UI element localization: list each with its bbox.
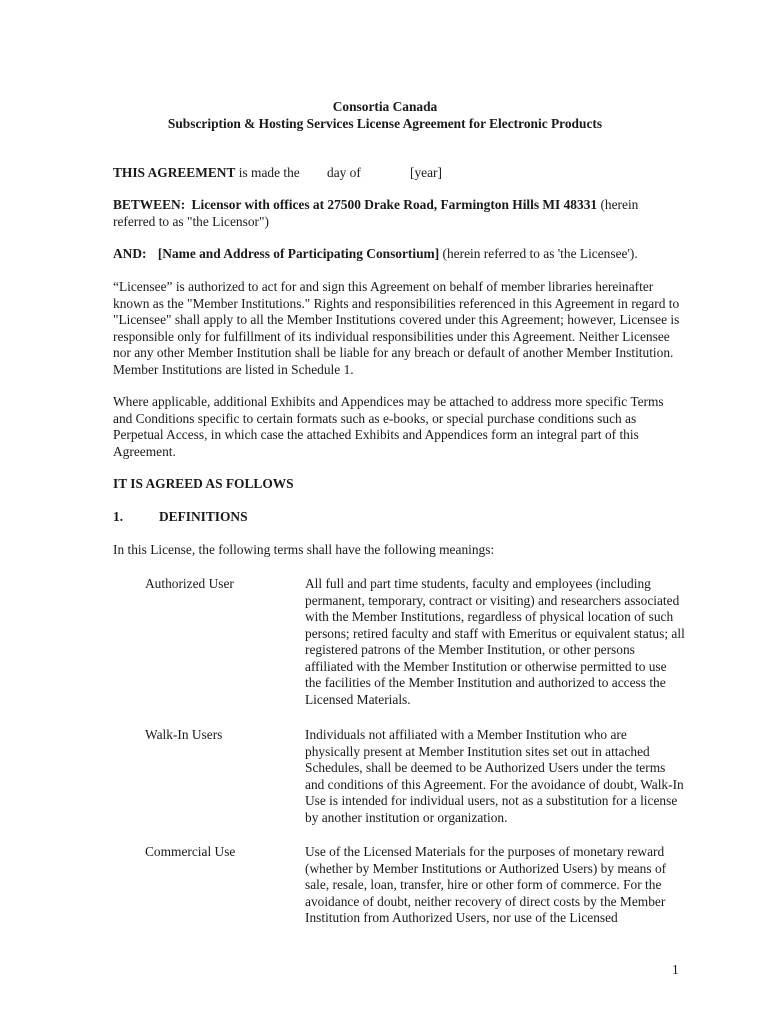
between-rest: (herein referred to as "the Licensor") (113, 197, 639, 229)
agreed-heading: IT IS AGREED AS FOLLOWS (113, 476, 294, 491)
agreement-lead: THIS AGREEMENT (113, 165, 236, 180)
and-rest: (herein referred to as 'the Licensee'). (442, 246, 638, 261)
agreement-day: day of (327, 165, 361, 180)
definition-term: Commercial Use (145, 844, 236, 859)
section-heading: DEFINITIONS (159, 509, 248, 524)
between-party: Licensor with offices at 27500 Drake Road, Farmington Hills MI 48331 (191, 197, 598, 212)
exhibits-paragraph: Where applicable, additional Exhibits and Appendices may be attached to address more specific Terms and Conditions specific to certain formats such as e-books, or special purchase conditions such as Perpetual Access, in which case the attached Exhibits and Appendices form an integral part of this Agreement. (113, 394, 664, 459)
definition-text: Use of the Licensed Materials for the purposes of monetary reward (whether by Member Institutions or Authorized Users) by means of sale, resale, loan, transfer, hire or other form of commerce. For the avoidance of doubt, neither recovery of direct costs by the Member Institution from Authorized Users, nor use of the Licensed (305, 844, 667, 925)
and-label: AND: (113, 246, 147, 261)
and-paragraph (113, 246, 683, 263)
document-subtitle: Subscription & Hosting Services License Agreement for Electronic Products (167, 116, 603, 131)
definition-term: Authorized User (145, 576, 234, 591)
agreement-made: is made the (238, 165, 300, 180)
and-party: [Name and Address of Participating Consortium] (157, 246, 440, 261)
agreement-year: [year] (410, 165, 442, 180)
definition-text: All full and part time students, faculty and employees (including permanent, temporary, contract or visiting) and researchers associated with the Member Institutions, regardless of physical location of such persons; retired faculty and staff with Emeritus or equivalent status; all registered patrons of the Member Institution, or other persons affiliated with the Member Institution or otherwise permitted to use the facilities of the Member Institution and authorized to access the Licensed Materials. (305, 576, 685, 707)
between-paragraph (113, 197, 683, 230)
licensee-paragraph: “Licensee” is authorized to act for and sign this Agreement on behalf of member libraries hereinafter known as the "Member Institutions." Rights and responsibilities referenced in this Agreement in regard to "Licensee" shall apply to all the Member Institutions covered under this Agreement; however, Licensee is responsible only for fulfillment of its individual responsibilities under this Agreement. Neither Licensee nor any other Member Institution shall be liable for any breach or default of another Member Institution. Member Institutions are listed in Schedule 1. (113, 279, 680, 377)
section-intro: In this License, the following terms shall have the following meanings: (113, 542, 495, 557)
definition-term: Walk-In Users (145, 727, 223, 742)
agreement-line (113, 165, 300, 182)
document-title: Consortia Canada (332, 99, 438, 114)
between-label: BETWEEN: (113, 197, 186, 212)
definition-text: Individuals not affiliated with a Member Institution who are physically present at Member Institution sites set out in attached Schedules, shall be deemed to be Authorized Users under the terms and conditions of this Agreement. For the avoidance of doubt, Walk-In Use is intended for individual users, not as a substitution for a license by another institution or organization. (305, 727, 684, 825)
page-number: 1 (672, 962, 679, 977)
section-number: 1. (113, 509, 124, 524)
